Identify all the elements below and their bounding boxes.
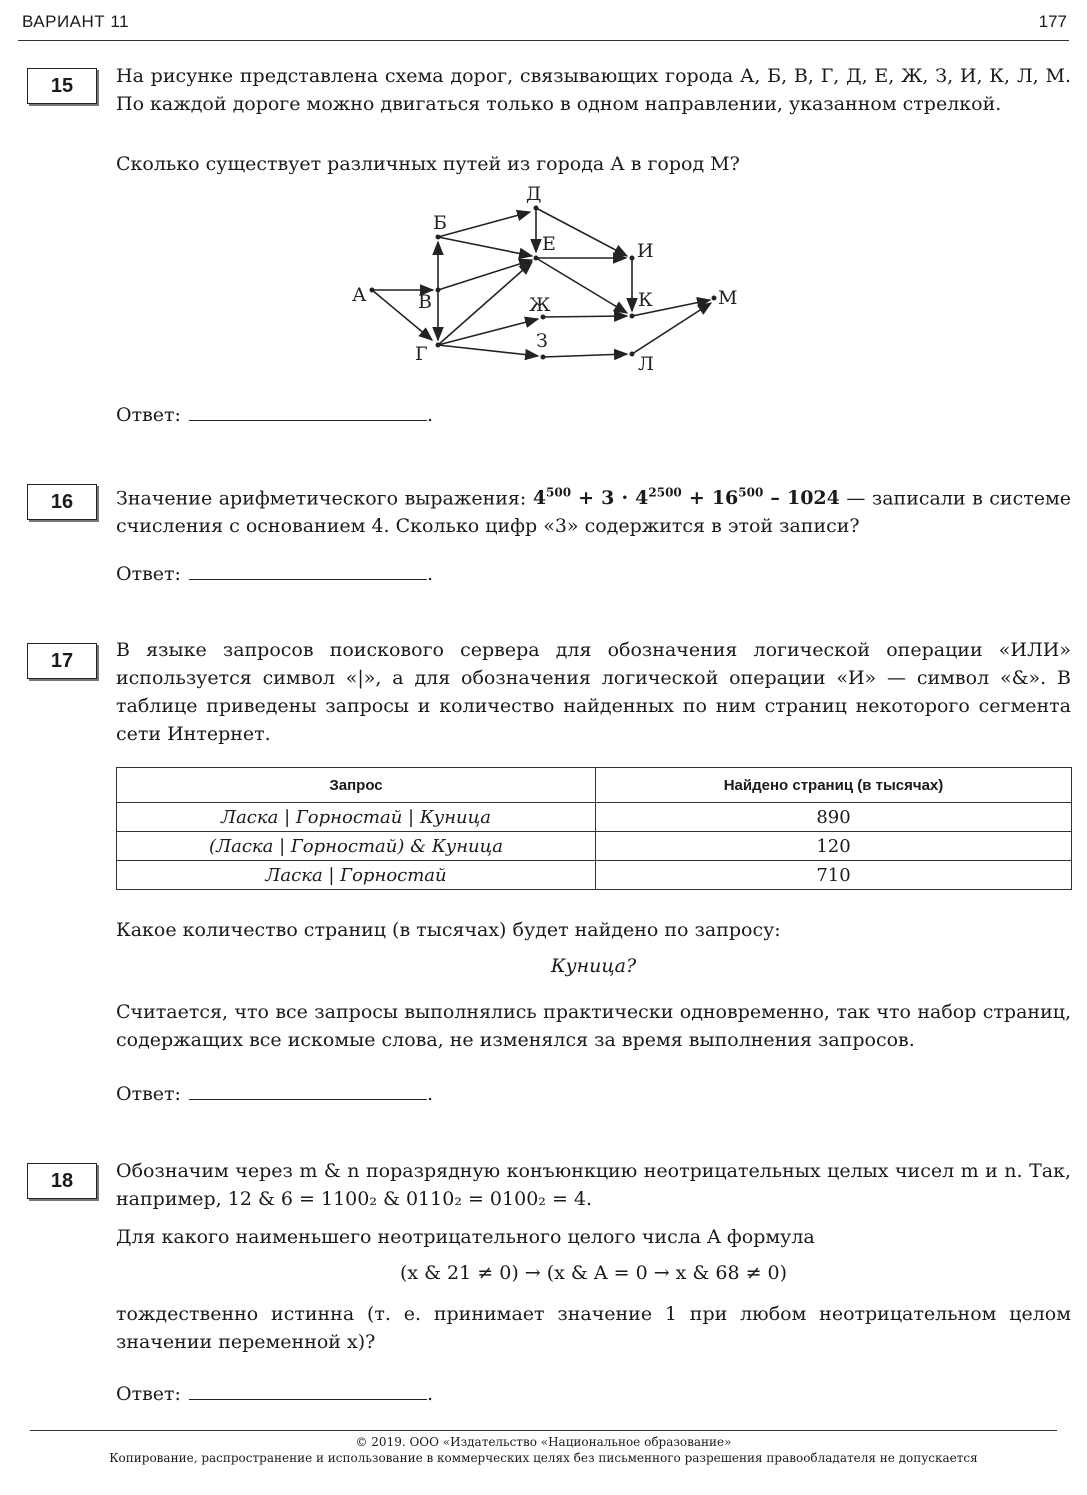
col-header-pages: Найдено страниц (в тысячах) (596, 768, 1072, 803)
node-l-label: Л (638, 353, 654, 375)
edge-g-z (438, 345, 538, 356)
copyright-notice: Копирование, распространение и использование в коммерческих целях без письменного разрешения правообладателя не допускается (109, 1451, 978, 1465)
node-g-label: Г (415, 343, 428, 365)
answer-field[interactable] (189, 561, 427, 580)
query-cell: Ласка | Горностай (117, 861, 596, 890)
edge-b-e (438, 237, 532, 256)
task18-text: Обозначим через m & n поразрядную конъюнкцию неотрицательных целых чисел m и n. Так, например, 12 & 6 = 1100₂ & 0110₂ = 0100₂ = 4. (116, 1160, 1071, 1210)
node-a-label: А (352, 284, 367, 306)
node-k-dot (630, 314, 635, 319)
answer-field[interactable] (189, 1381, 427, 1400)
node-z-dot (541, 355, 546, 360)
task18-answer: Ответ: . (116, 1383, 433, 1405)
task-number-18: 18 (27, 1163, 97, 1199)
node-e-label: Е (542, 233, 556, 255)
task15-answer: Ответ: . (116, 404, 433, 426)
node-b-dot (436, 235, 441, 240)
node-zh-label: Ж (529, 294, 551, 316)
task18-question: Для какого наименьшего неотрицательного целого числа A формула (116, 1226, 815, 1248)
footer-rule (30, 1430, 1057, 1431)
answer-label: Ответ: (116, 563, 181, 585)
edge-b-d (438, 212, 530, 237)
page-number: 177 (1038, 12, 1067, 31)
node-d-label: Д (526, 183, 542, 205)
node-i-dot (630, 256, 635, 261)
task17-answer: Ответ: . (116, 1083, 433, 1105)
node-e-dot (534, 256, 539, 261)
task16-text: Значение арифметического выражения: $4^{500} + 3 \cdot 4^{2500} + 16^{500} - 1024$ — записали в системе счисления с основанием 4. Сколько цифр «3» содержится в этой записи? (116, 486, 1071, 538)
road-diagram (340, 180, 760, 380)
answer-label: Ответ: (116, 1383, 181, 1405)
pages-cell: 710 (596, 861, 1072, 890)
task15-question: Сколько существует различных путей из города А в город М? (116, 153, 740, 175)
answer-label: Ответ: (116, 404, 181, 426)
pages-cell: 120 (596, 832, 1072, 861)
node-l-dot (630, 352, 635, 357)
table-row (117, 861, 1072, 890)
answer-field[interactable] (189, 402, 427, 421)
task15-text: На рисунке представлена схема дорог, связывающих города А, Б, В, Г, Д, Е, Ж, З, И, К, Л, М. По каждой дороге можно двигаться только в одном направлении, указанном стрелкой. (116, 65, 1071, 115)
node-m-dot (712, 296, 717, 301)
variant-label: ВАРИАНТ 11 (22, 12, 130, 31)
task17-query-asked: Куница? (550, 955, 637, 977)
query-cell: (Ласка | Горностай) & Куница (117, 832, 596, 861)
task18-formula: (x & 21 ≠ 0) → (x & A = 0 → x & 68 ≠ 0) (399, 1262, 788, 1284)
header-rule (18, 40, 1069, 41)
answer-label: Ответ: (116, 1083, 181, 1105)
node-b-label: Б (433, 212, 447, 234)
answer-field[interactable] (189, 1081, 427, 1100)
node-m-label: М (718, 287, 738, 309)
node-a-dot (370, 288, 375, 293)
task-number-16: 16 (27, 484, 97, 520)
pages-cell: 890 (596, 803, 1072, 832)
node-z-label: З (536, 330, 548, 352)
query-cell: Ласка | Горностай | Куница (117, 803, 596, 832)
task17-question: Какое количество страниц (в тысячах) будет найдено по запросу: (116, 919, 781, 941)
task17-note: Считается, что все запросы выполнялись практически одновременно, так что набор страниц, содержащих все искомые слова, не изменялся за время выполнения запросов. (116, 1001, 1071, 1051)
node-k-label: К (638, 289, 653, 311)
edge-z-l (543, 354, 627, 357)
task18-condition: тождественно истинна (т. е. принимает значение 1 при любом неотрицательном целом значении переменной x)? (116, 1303, 1071, 1353)
copyright: © 2019. ООО «Издательство «Национальное образование» (355, 1435, 732, 1449)
task-number-15: 15 (27, 68, 97, 104)
node-v-dot (436, 288, 441, 293)
node-d-dot (534, 206, 539, 211)
query-table (116, 767, 1072, 890)
edge-zh-k (543, 316, 627, 317)
col-header-query: Запрос (117, 768, 596, 803)
task16-answer: Ответ: . (116, 563, 433, 585)
table-row (117, 832, 1072, 861)
table-row (117, 803, 1072, 832)
node-i-label: И (637, 240, 654, 262)
node-v-label: В (418, 291, 432, 313)
task-number-17: 17 (27, 643, 97, 679)
task17-text: В языке запросов поискового сервера для обозначения логической операции «ИЛИ» используется символ «|», а для обозначения логической операции «И» — символ «&». В таблице приведены запросы и количество найденных по ним страниц некоторого сегмента сети Интернет. (116, 639, 1071, 745)
node-g-dot (436, 343, 441, 348)
